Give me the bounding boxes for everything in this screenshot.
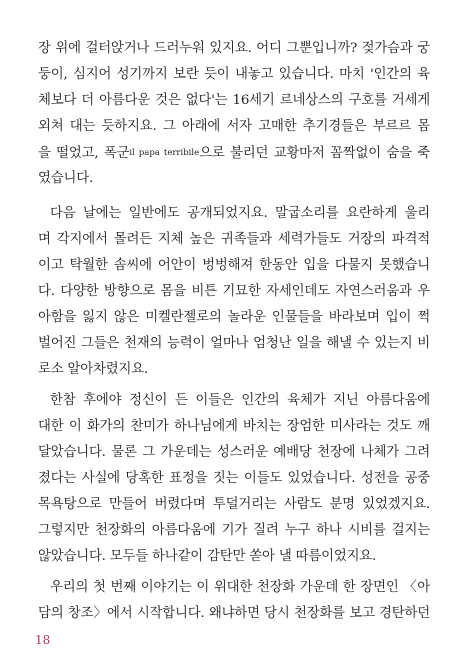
text-line: 달았습니다. 물론 그 가운데는 성스러운 예배당 천장에 나체가 그려 [38, 445, 430, 460]
text-line: 장 위에 걸터앉거나 드러누워 있지요. 어디 그뿐입니까? 젖가슴과 궁 [38, 41, 430, 56]
page-number: 18 [35, 633, 51, 647]
text-line: 이고 탁월한 솜씨에 어안이 벙벙해져 한동안 입을 다물지 못했습니 [38, 258, 430, 273]
text-line: 였습니다. [38, 171, 93, 186]
text-line: 그렇지만 천장화의 아름다움에 기가 질려 누구 하나 시비를 걸지는 [38, 523, 430, 538]
text-line: 체보다 더 아름다운 것은 없다'는 16세기 르네상스의 구호를 거세게 [38, 93, 430, 108]
text-line-with-annotation [38, 144, 430, 162]
text-line: 로소 알아차렸지요. [38, 362, 148, 377]
latin-annotation: il papa terribile [129, 148, 200, 158]
text-line: 한참 후에야 정신이 든 이들은 인간의 육체가 지닌 아름다움에 [50, 393, 430, 408]
text-line: 담의 창조〉에서 시작합니다. 왜냐하면 당시 천장화를 보고 경탄하던 [38, 606, 430, 621]
text-line: 대한 이 화가의 찬미가 하나님에게 바치는 장엄한 미사라는 것도 깨 [38, 419, 430, 434]
text-line: 목욕탕으로 만들어 버렸다며 투덜거리는 사람도 분명 있었겠지요. [38, 497, 430, 512]
text-line: 벌어진 그들은 천재의 능력이 얼마나 엄청난 일을 해낼 수 있는지 비 [38, 336, 430, 351]
text-line: 우리의 첫 번째 이야기는 이 위대한 천장화 가운데 한 장면인 〈아 [50, 580, 430, 595]
text-line: 다음 날에는 일반에도 공개되었지요. 말굽소리를 요란하게 울리 [50, 206, 430, 221]
text-segment: 을 떨었고, 폭군 [38, 146, 130, 161]
text-line: 다. 다양한 방향으로 몸을 비튼 기묘한 자세인데도 자연스러움과 우 [38, 284, 430, 299]
text-line: 외쳐 대는 듯하지요. 그 아래에 서자 고매한 추기경들은 부르르 몸 [38, 119, 430, 134]
text-line: 아함을 잃지 않은 미켈란젤로의 놀라운 인물들을 바라보며 입이 쩍 [38, 310, 430, 325]
text-line: 둥이, 심지어 성기까지 보란 듯이 내놓고 있습니다. 마치 '인간의 육 [38, 67, 430, 82]
text-line: 졌다는 사실에 당혹한 표정을 짓는 이들도 있었습니다. 성전을 공중 [38, 471, 430, 486]
text-line: 않았습니다. 모두들 하나같이 감탄만 쏟아 낼 따름이었지요. [38, 549, 377, 564]
text-line: 며 각지에서 몰려든 지체 높은 귀족들과 세력가들도 거장의 파격적 [38, 232, 430, 247]
text-segment: 으로 불리던 교황마저 꼼짝없이 숨을 죽 [199, 146, 431, 161]
